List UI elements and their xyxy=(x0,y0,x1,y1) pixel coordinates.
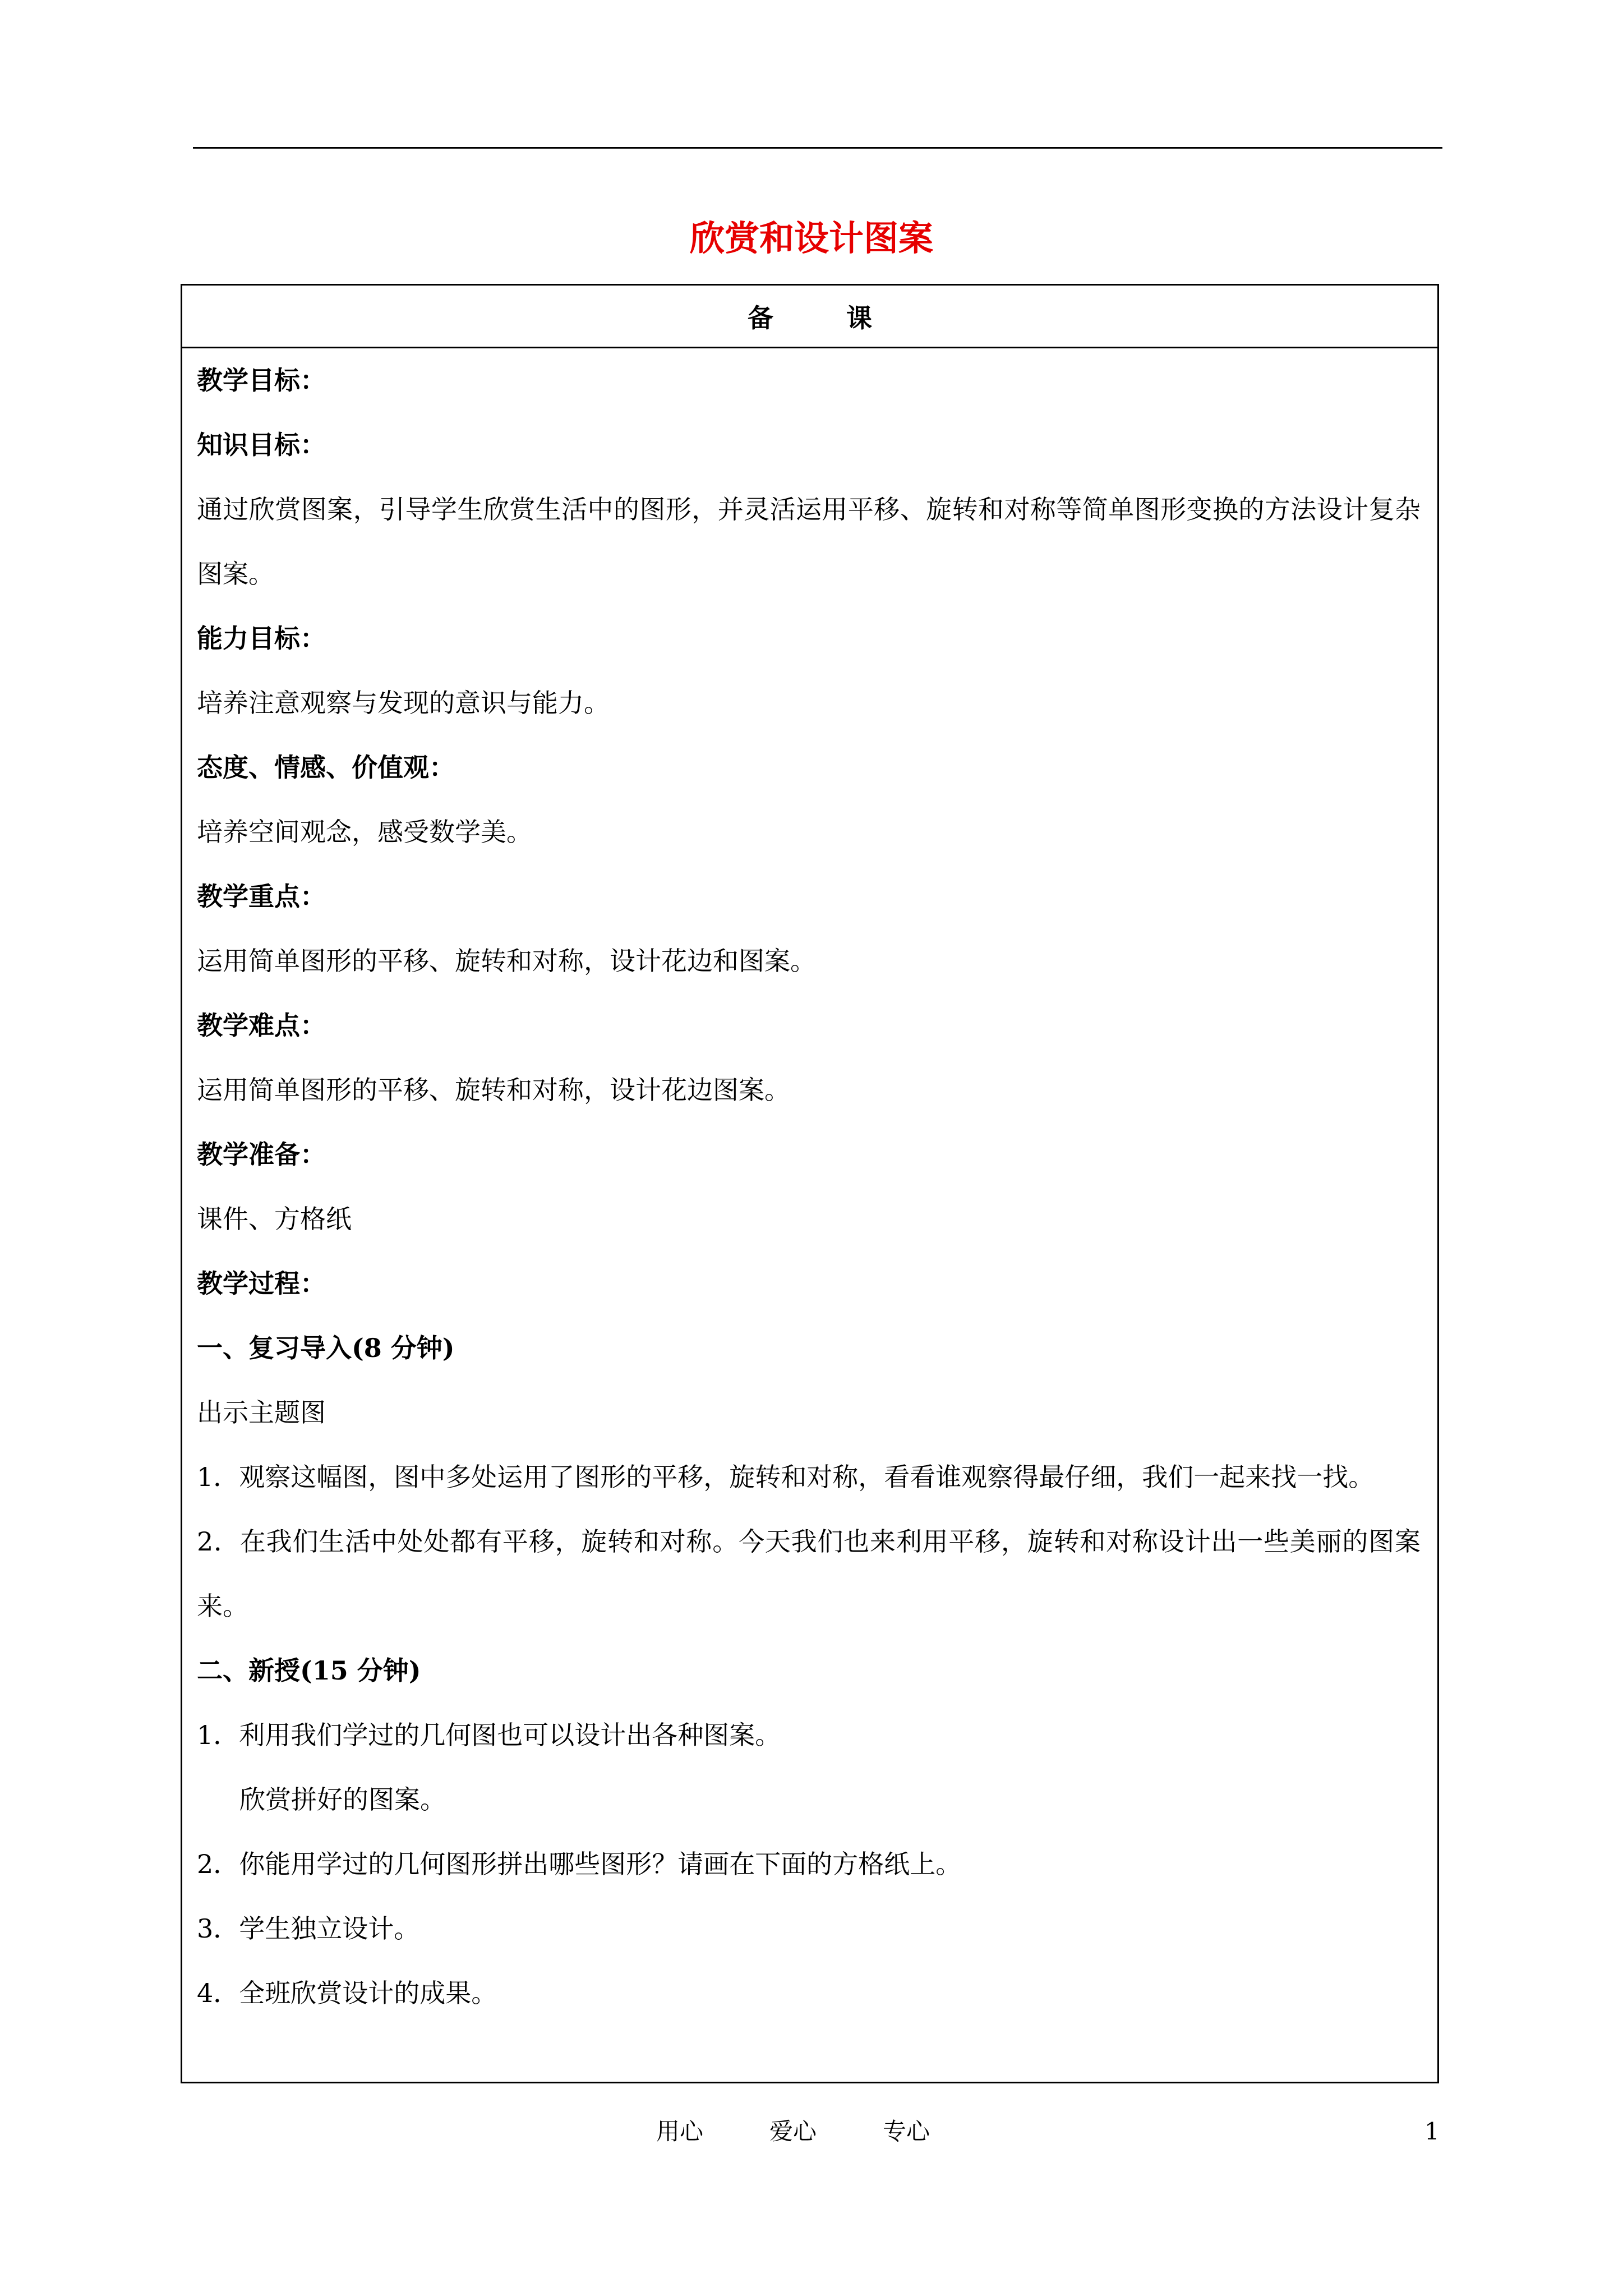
attitude-text: 培养空间观念，感受数学美。 xyxy=(197,817,532,847)
key-point-text: 运用简单图形的平移、旋转和对称，设计花边和图案。 xyxy=(197,946,816,976)
footer-motto-3: 专心 xyxy=(883,2118,930,2145)
section2-item1: 1．利用我们学过的几何图也可以设计出各种图案。 xyxy=(197,1720,781,1750)
key-point-label: 教学重点： xyxy=(197,881,326,912)
section1-item2: 2．在我们生活中处处都有平移，旋转和对称。今天我们也来利用平移，旋转和对称设计出一些美丽的图案来。 xyxy=(197,1526,1421,1621)
section2-item2: 2．你能用学过的几何图形拼出哪些图形？请画在下面的方格纸上。 xyxy=(197,1849,962,1879)
table-header: 备课 xyxy=(182,286,1437,348)
section2-item4: 4．全班欣赏设计的成果。 xyxy=(197,1978,497,2008)
knowledge-goal-label: 知识目标： xyxy=(197,430,326,460)
process-label: 教学过程： xyxy=(197,1268,326,1299)
footer-motto xyxy=(656,2115,996,2148)
difficulty-text: 运用简单图形的平移、旋转和对称，设计花边图案。 xyxy=(197,1075,790,1105)
table-body xyxy=(182,348,1437,2026)
teaching-goals-label: 教学目标： xyxy=(197,365,326,395)
ability-goal-label: 能力目标： xyxy=(197,623,326,654)
document-title: 欣赏和设计图案 xyxy=(689,218,933,259)
section1-intro: 出示主题图 xyxy=(197,1397,326,1428)
section2-item1-sub: 欣赏拼好的图案。 xyxy=(239,1784,446,1815)
preparation-label: 教学准备： xyxy=(197,1139,326,1170)
footer-motto-1: 用心 xyxy=(656,2118,704,2145)
ability-goal-text: 培养注意观察与发现的意识与能力。 xyxy=(197,688,610,718)
difficulty-label: 教学难点： xyxy=(197,1010,326,1041)
footer-motto-2: 爱心 xyxy=(769,2118,817,2145)
section1-item1: 1．观察这幅图，图中多处运用了图形的平移，旋转和对称，看看谁观察得最仔细，我们一起来找一找。 xyxy=(197,1462,1375,1492)
knowledge-goal-text: 通过欣赏图案，引导学生欣赏生活中的图形，并灵活运用平移、旋转和对称等简单图形变换的方法设计复杂图案。 xyxy=(197,494,1421,589)
header-rule xyxy=(193,147,1442,149)
attitude-label: 态度、情感、价值观： xyxy=(197,752,455,783)
section1-title: 一、复习导入(8 分钟) xyxy=(197,1333,455,1363)
section2-title: 二、新授(15 分钟) xyxy=(197,1655,421,1686)
lesson-plan-table xyxy=(181,284,1439,2083)
section2-item3: 3．学生独立设计。 xyxy=(197,1913,420,1944)
preparation-text: 课件、方格纸 xyxy=(197,1204,352,1234)
page-number: 1 xyxy=(1424,2118,1440,2145)
